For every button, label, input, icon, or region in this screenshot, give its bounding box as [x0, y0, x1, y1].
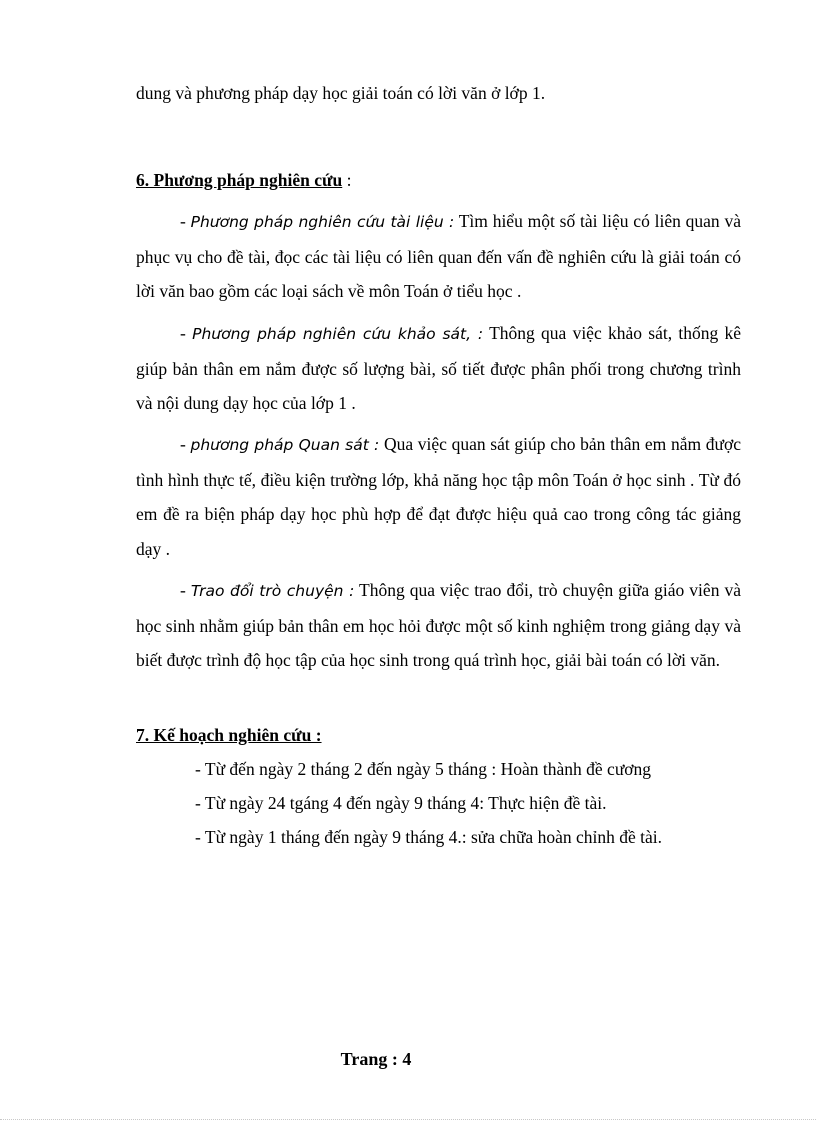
page-bottom-divider: [0, 1119, 816, 1120]
method-4-label: Trao đổi trò chuyện :: [190, 582, 355, 600]
section-6-heading-text: 6. Phương pháp nghiên cứu: [136, 170, 343, 190]
method-2-text: Thông qua việc khảo sát, thống kê giúp bản thân em nắm được số lượng bài, số tiết được phân phối trong chương trình và nội dung dạy học của lớp 1 .: [136, 323, 742, 413]
method-1-dash: -: [180, 211, 191, 231]
method-2-label: Phương pháp nghiên cứu khảo sát, :: [192, 325, 484, 343]
method-1-text: Tìm hiểu một số tài liệu có liên quan và phục vụ cho đề tài, đọc các tài liệu có liên quan đến vấn đề nghiên cứu là giải toán có lời văn bao gồm các loại sách về môn Toán ở tiểu học .: [136, 211, 741, 301]
method-paragraph-2: [136, 316, 741, 421]
method-paragraph-3: [136, 427, 741, 566]
method-3-label: phương pháp Quan sát :: [190, 436, 380, 454]
method-2-dash: -: [180, 323, 193, 343]
section-7-heading-text: 7. Kế hoạch nghiên cứu :: [136, 725, 322, 745]
method-4-dash: -: [180, 580, 191, 600]
intro-line: dung và phương pháp dạy học giải toán có lời văn ở lớp 1.: [136, 83, 546, 103]
plan-item: - Từ ngày 24 tgáng 4 đến ngày 9 tháng 4: Thực hiện đề tài.: [195, 793, 607, 813]
section-6-heading-colon: :: [342, 170, 352, 190]
method-3-text: Qua việc quan sát giúp cho bản thân em nắm được tình hình thực tế, điều kiện trường lớp, khả năng học tập môn Toán ở học sinh . Từ đó em đề ra biện pháp dạy học phù hợp để đạt được hiệu quả cao trong công tác giảng dạy .: [136, 434, 742, 559]
section-7-heading: [136, 724, 322, 746]
method-4-text: Thông qua việc trao đổi, trò chuyện giữa giáo viên và học sinh nhằm giúp bản thân em học hỏi được một số kinh nghiệm trong giảng dạy và biết được trình độ học tập của học sinh trong quá trình học, giải bài toán có lời văn.: [136, 580, 741, 670]
page-number: Trang : 4: [340, 1049, 412, 1069]
method-3-dash: -: [180, 434, 191, 454]
plan-item: - Từ ngày 1 tháng đến ngày 9 tháng 4.: sửa chữa hoàn chỉnh đề tài.: [195, 827, 662, 847]
method-paragraph-1: [136, 204, 741, 309]
method-1-label: Phương pháp nghiên cứu tài liệu :: [190, 213, 455, 231]
plan-item: - Từ đến ngày 2 tháng 2 đến ngày 5 tháng : Hoàn thành đề cương: [195, 759, 652, 779]
section-6-heading: [136, 169, 352, 191]
method-paragraph-4: [136, 573, 741, 678]
